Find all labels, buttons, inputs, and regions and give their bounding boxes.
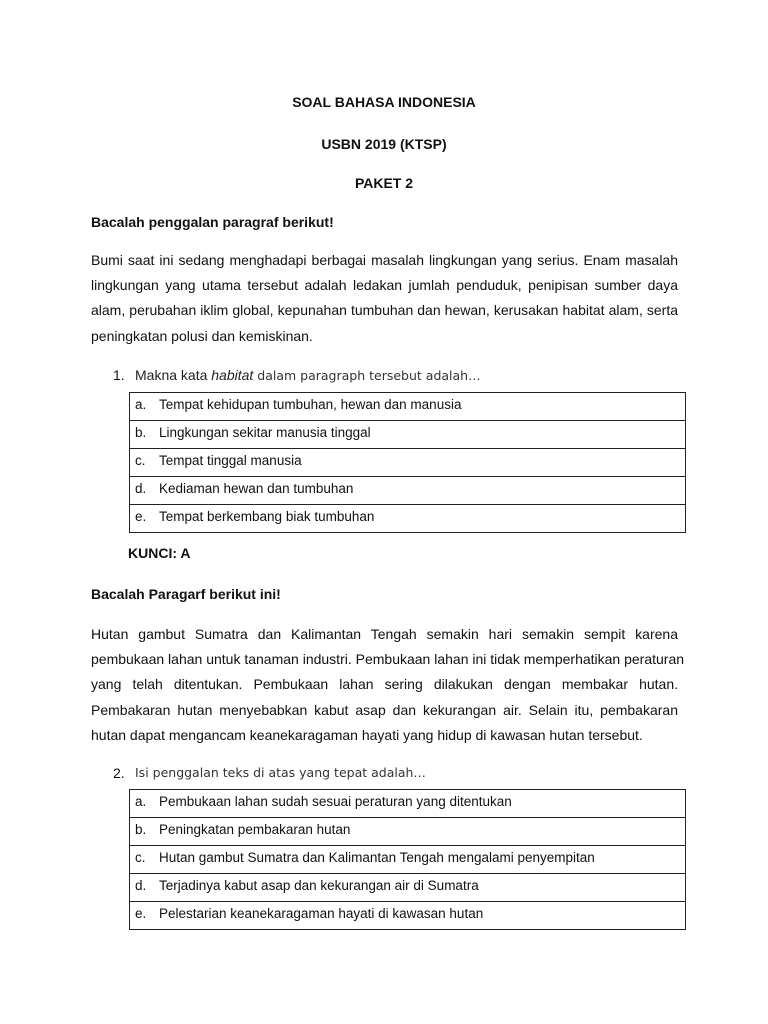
package-label: PAKET 2 [354, 175, 414, 191]
question-text-italic: habitat [211, 367, 254, 383]
paragraph-line: yang telah ditentukan. Pembukaan lahan sering dilakukan dengan membakar hutan. [91, 676, 678, 693]
section1-instruction: Bacalah penggalan paragraf berikut! [91, 214, 334, 230]
paragraph-line: peningkatan polusi dan kemiskinan. [91, 327, 313, 344]
question-text-part: dalam paragraph tersebut adalah… [253, 368, 481, 383]
option-a[interactable] [130, 790, 685, 818]
question-1 [113, 367, 673, 385]
paragraph-line: hutan dapat mengancam keanekaragaman hayati yang hidup di kawasan hutan tersebut. [91, 726, 643, 743]
option-letter: a. [135, 794, 147, 809]
paragraph-line: lingkungan yang utama tersebut adalah ledakan jumlah penduduk, penipisan sumber daya [91, 277, 678, 294]
option-c[interactable] [130, 449, 685, 477]
option-text: Peningkatan pembakaran hutan [159, 822, 351, 837]
paragraph-line: Pembakaran hutan menyebabkan kabut asap dan kekurangan air. Selain itu, pembakaran [91, 701, 678, 718]
question-2 [113, 765, 673, 783]
document-title: SOAL BAHASA INDONESIA [292, 94, 476, 110]
question-text: Isi penggalan teks di atas yang tepat adalah… [135, 765, 426, 780]
question-text [135, 367, 481, 384]
option-letter: c. [135, 453, 146, 468]
question-2-options [129, 789, 686, 930]
option-letter: b. [135, 822, 147, 837]
option-text: Tempat kehidupan tumbuhan, hewan dan manusia [159, 397, 462, 412]
option-e[interactable] [130, 505, 685, 533]
option-e[interactable] [130, 902, 685, 930]
answer-key: KUNCI: A [128, 545, 191, 561]
question-1-options [129, 392, 686, 533]
section2-instruction: Bacalah Paragarf berikut ini! [91, 586, 281, 602]
option-b[interactable] [130, 421, 685, 449]
option-letter: b. [135, 425, 147, 440]
question-number: 1. [113, 367, 125, 383]
option-letter: a. [135, 397, 147, 412]
option-letter: e. [135, 509, 147, 524]
option-text: Hutan gambut Sumatra dan Kalimantan Tengah mengalami penyempitan [159, 850, 595, 865]
question-text-part: Makna kata [135, 367, 212, 383]
section1-paragraph [91, 248, 678, 349]
paragraph-line: alam, perubahan iklim global, kepunahan tumbuhan dan hewan, kerusakan habitat alam, serta [91, 302, 678, 319]
option-text: Pelestarian keanekaragaman hayati di kawasan hutan [159, 906, 484, 921]
option-d[interactable] [130, 477, 685, 505]
option-letter: d. [135, 878, 147, 893]
option-letter: d. [135, 481, 147, 496]
option-a[interactable] [130, 393, 685, 421]
option-c[interactable] [130, 846, 685, 874]
option-text: Lingkungan sekitar manusia tinggal [159, 425, 371, 440]
option-text: Terjadinya kabut asap dan kekurangan air di Sumatra [159, 878, 479, 893]
exam-subtitle: USBN 2019 (KTSP) [321, 136, 447, 152]
option-letter: c. [135, 850, 146, 865]
paragraph-line: Bumi saat ini sedang menghadapi berbagai masalah lingkungan yang serius. Enam masalah [91, 252, 678, 268]
paragraph-line: Hutan gambut Sumatra dan Kalimantan Tengah semakin hari semakin sempit karena [91, 626, 678, 642]
option-b[interactable] [130, 818, 685, 846]
option-letter: e. [135, 906, 147, 921]
option-text: Tempat tinggal manusia [159, 453, 302, 468]
section2-paragraph [91, 622, 685, 748]
option-text: Pembukaan lahan sudah sesuai peraturan yang ditentukan [159, 794, 512, 809]
paragraph-line: pembukaan lahan untuk tanaman industri. Pembukaan lahan ini tidak memperhatikan peraturan [91, 651, 685, 668]
question-number: 2. [113, 765, 125, 781]
option-text: Kediaman hewan dan tumbuhan [159, 481, 354, 496]
option-d[interactable] [130, 874, 685, 902]
option-text: Tempat berkembang biak tumbuhan [159, 509, 375, 524]
